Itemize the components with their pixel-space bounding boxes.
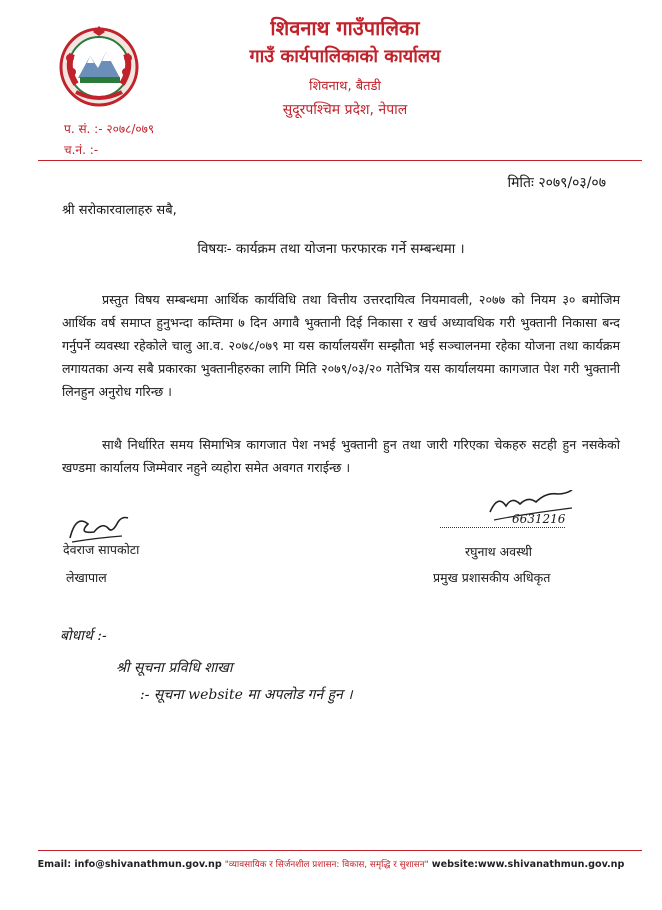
right-signatory-title: प्रमुख प्रशासकीय अधिकृत <box>433 570 551 585</box>
footer-website: website:www.shivanathmun.gov.np <box>431 859 625 870</box>
header-divider <box>38 160 642 161</box>
footer-email: Email: info@shivanathmun.gov.np <box>37 859 222 870</box>
letter-number: प. सं. :- २०७८/०७९ <box>64 122 155 136</box>
footer-slogan: "व्यावसायिक र सिर्जनशील प्रशासन: विकास, समृद्धि र सुशासन" <box>224 860 429 870</box>
handwritten-cc-label: बोधार्थ :- <box>60 628 107 644</box>
right-signature-mark: 6631216 <box>512 512 566 526</box>
handwritten-cc-instruction: :- सूचना website मा अपलोड गर्न हुन । <box>140 687 353 703</box>
signature-dotted-line <box>440 527 565 528</box>
recipient: श्री सरोकारवालाहरु सबै, <box>62 203 177 218</box>
footer-divider <box>38 850 642 851</box>
dispatch-number: च.नं. :- <box>64 143 99 157</box>
letter-date: मितिः २०७९/०३/०७ <box>507 175 606 191</box>
office-address: शिवनाथ, बैतडी <box>309 79 381 94</box>
subject-line: विषयः- कार्यक्रम तथा योजना फरफारक गर्ने सम्बन्धमा । <box>197 241 465 257</box>
left-signatory-name: देवराज सापकोटा <box>63 542 140 557</box>
footer <box>0 858 662 870</box>
office-name: शिवनाथ गाउँपालिका <box>270 16 420 40</box>
executive-office: गाउँ कार्यपालिकाको कार्यालय <box>249 46 441 67</box>
body-paragraph-2: साथै निर्धारित समय सिमाभित्र कागजात पेश नभई भुक्तानी हुन तथा जारी गरिएका चेकहरु सटही हुन नसकेको खण्डमा कार्यालय जिम्मेवार नहुने व्यहोरा समेत अवगत गराईन्छ । <box>62 437 620 475</box>
office-province: सुदूरपश्चिम प्रदेश, नेपाल <box>282 102 408 118</box>
left-signatory-title: लेखापाल <box>66 570 107 585</box>
nepal-emblem-icon <box>56 22 142 108</box>
right-signatory-name: रघुनाथ अवस्थी <box>465 544 532 559</box>
body-paragraph-1: प्रस्तुत विषय सम्बन्धमा आर्थिक कार्यविधि तथा वित्तीय उत्तरदायित्व नियमावली, २०७७ को नियम ३० बमोजिम आर्थिक वर्ष समाप्त हुनुभन्दा कम्तिमा ७ दिन अगावै भुक्तानी दिई निकासा र खर्च अध्यावधिक गरी भुक्तानी निकासा बन्द गर्नुपर्ने व्यवस्था रहेकोले चालु आ.व. २०७८/०७९ मा यस कार्यालयसँग सम्झौता भई सञ्चालनमा रहेका योजना तथा कार्यक्रम लगायतका अन्य सबै प्रकारका भुक्तानीहरुका लागि मिति २०७९/०३/२० गतेभित्र यस कार्यालयमा कागजात पेश गरी भुक्तानी लिनहुन अनुरोध गरिन्छ । <box>62 292 620 399</box>
handwritten-cc-line: श्री सूचना प्रविधि शाखा <box>116 660 233 676</box>
